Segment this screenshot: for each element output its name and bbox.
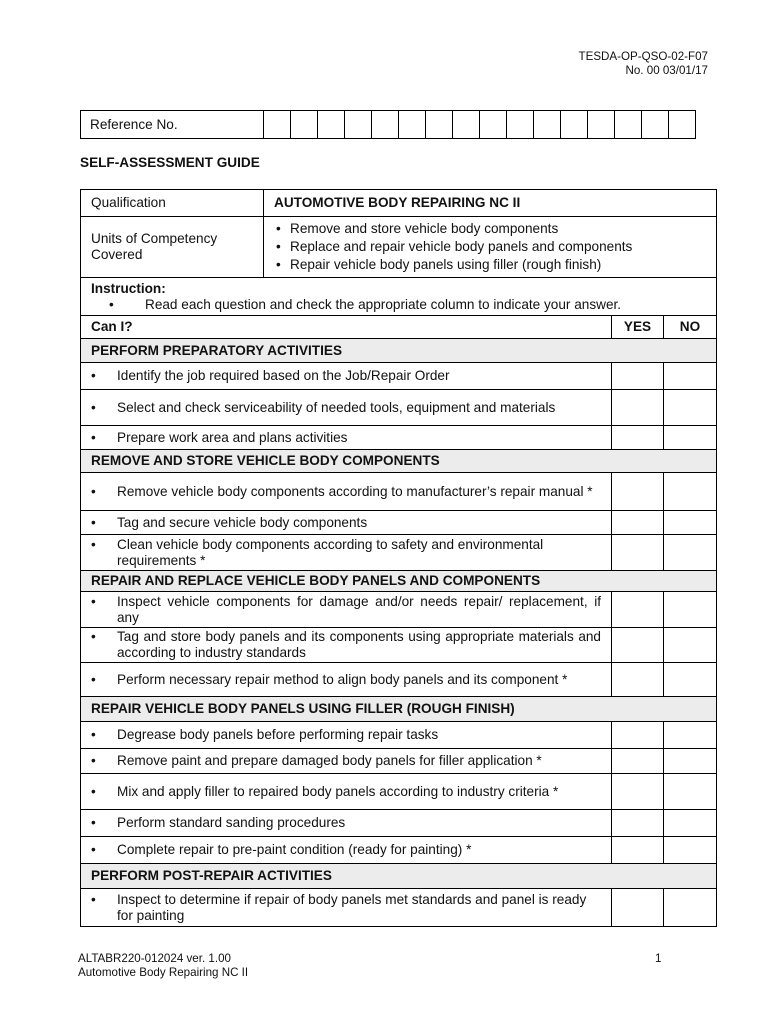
units-row: [81, 217, 717, 278]
yes-checkbox[interactable]: [612, 535, 664, 571]
reference-label: Reference No.: [81, 111, 264, 139]
qualification-value: AUTOMOTIVE BODY REPAIRING NC II: [264, 190, 717, 217]
revision-number: No. 00 03/01/17: [625, 64, 708, 77]
instruction-cell: Instruction: • Read each question and check the appropriate column to indicate your answer.: [81, 278, 717, 316]
no-checkbox[interactable]: [664, 426, 717, 450]
question-row: • Remove vehicle body components according to manufacturer’s repair manual *: [81, 473, 717, 511]
page-footer: [78, 952, 248, 980]
no-checkbox[interactable]: [664, 774, 717, 810]
yes-checkbox[interactable]: [612, 363, 664, 390]
yes-checkbox[interactable]: [612, 592, 664, 628]
no-checkbox[interactable]: [664, 722, 717, 749]
yes-checkbox[interactable]: [612, 511, 664, 535]
reference-box[interactable]: [588, 111, 615, 139]
reference-box[interactable]: [345, 111, 372, 139]
section-title: PERFORM PREPARATORY ACTIVITIES: [81, 339, 717, 363]
section-header: [81, 864, 717, 889]
form-code: TESDA-OP-QSO-02-F07: [578, 50, 708, 63]
question-text: Degrease body panels before performing repair tasks: [117, 727, 439, 742]
document-code: [579, 50, 709, 78]
reference-box[interactable]: [507, 111, 534, 139]
footer-doc-id: ALTABR220-012024 ver. 1.00: [78, 952, 231, 965]
question-text: Identify the job required based on the Job/Repair Order: [117, 368, 450, 383]
question-row: • Degrease body panels before performing repair tasks: [81, 722, 717, 749]
section-header: [81, 339, 717, 363]
yes-checkbox[interactable]: [612, 628, 664, 663]
section-title: REPAIR VEHICLE BODY PANELS USING FILLER (ROUGH FINISH): [81, 697, 717, 722]
no-checkbox[interactable]: [664, 473, 717, 511]
yes-column-header: YES: [612, 316, 664, 339]
yes-checkbox[interactable]: [612, 837, 664, 864]
no-checkbox[interactable]: [664, 535, 717, 571]
no-checkbox[interactable]: [664, 663, 717, 697]
question-row: • Tag and store body panels and its components using appropriate materials and according to industry standards: [81, 628, 717, 663]
yes-checkbox[interactable]: [612, 473, 664, 511]
guide-title: SELF-ASSESSMENT GUIDE: [80, 155, 260, 170]
section-header: [81, 571, 717, 592]
question-row: • Tag and secure vehicle body components: [81, 511, 717, 535]
question-text: Mix and apply filler to repaired body panels according to industry criteria *: [117, 783, 559, 799]
section-title: REPAIR AND REPLACE VEHICLE BODY PANELS AND COMPONENTS: [81, 571, 717, 592]
reference-box[interactable]: [318, 111, 345, 139]
no-checkbox[interactable]: [664, 363, 717, 390]
no-checkbox[interactable]: [664, 810, 717, 837]
no-column-header: NO: [664, 316, 717, 339]
no-checkbox[interactable]: [664, 749, 717, 774]
question-text: Perform standard sanding procedures: [117, 815, 346, 830]
question-row: • Select and check serviceability of needed tools, equipment and materials: [81, 390, 717, 426]
question-text: Tag and secure vehicle body components: [117, 514, 368, 530]
instruction-row: [81, 278, 717, 316]
question-row: • Perform necessary repair method to align body panels and its component *: [81, 663, 717, 697]
qualification-row: [81, 190, 717, 217]
reference-box[interactable]: [615, 111, 642, 139]
question-text: Clean vehicle body components according to safety and environmental requirements *: [117, 536, 544, 568]
reference-number-table: [80, 110, 696, 139]
yes-checkbox[interactable]: [612, 889, 664, 927]
section-title: REMOVE AND STORE VEHICLE BODY COMPONENTS: [81, 450, 717, 473]
section-title: PERFORM POST-REPAIR ACTIVITIES: [81, 864, 717, 889]
no-checkbox[interactable]: [664, 592, 717, 628]
yes-checkbox[interactable]: [612, 749, 664, 774]
question-row: • Mix and apply filler to repaired body panels according to industry criteria *: [81, 774, 717, 810]
reference-box[interactable]: [426, 111, 453, 139]
reference-box[interactable]: [669, 111, 696, 139]
question-row: • Identify the job required based on the Job/Repair Order: [81, 363, 717, 390]
column-header-row: [81, 316, 717, 339]
instruction-label: Instruction:: [91, 280, 166, 296]
question-column-header: Can I?: [81, 316, 612, 339]
section-header: [81, 450, 717, 473]
question-text: Perform necessary repair method to align body panels and its component *: [117, 671, 568, 687]
yes-checkbox[interactable]: [612, 774, 664, 810]
question-text: Complete repair to pre-paint condition (ready for painting) *: [117, 842, 472, 857]
yes-checkbox[interactable]: [612, 426, 664, 450]
units-cell: [264, 217, 717, 278]
unit-item: • Replace and repair vehicle body panels and components: [274, 238, 706, 256]
units-label: Units of Competency Covered: [81, 217, 264, 278]
yes-checkbox[interactable]: [612, 663, 664, 697]
reference-box[interactable]: [642, 111, 669, 139]
question-text: Tag and store body panels and its components using appropriate materials and according to industry standards: [117, 629, 601, 660]
reference-box[interactable]: [264, 111, 291, 139]
question-text: Remove paint and prepare damaged body panels for filler application *: [117, 753, 542, 768]
question-row: • Inspect vehicle components for damage and/or needs repair/ replacement, if any: [81, 592, 717, 628]
page-number: 1: [655, 952, 662, 965]
yes-checkbox[interactable]: [612, 810, 664, 837]
reference-box[interactable]: [399, 111, 426, 139]
no-checkbox[interactable]: [664, 889, 717, 927]
footer-doc-title: Automotive Body Repairing NC II: [78, 966, 249, 979]
question-row: • Remove paint and prepare damaged body panels for filler application *: [81, 749, 717, 774]
instruction-text: Read each question and check the appropriate column to indicate your answer.: [145, 296, 622, 312]
reference-box[interactable]: [453, 111, 480, 139]
question-text: Inspect vehicle components for damage and/or needs repair/ replacement, if any: [117, 593, 601, 625]
question-row: • Prepare work area and plans activities: [81, 426, 717, 450]
qualification-label: Qualification: [81, 190, 264, 217]
question-text: Prepare work area and plans activities: [117, 429, 348, 445]
reference-box[interactable]: [480, 111, 507, 139]
no-checkbox[interactable]: [664, 390, 717, 426]
question-row: • Inspect to determine if repair of body panels met standards and panel is ready for painting: [81, 889, 717, 927]
yes-checkbox[interactable]: [612, 390, 664, 426]
reference-box[interactable]: [561, 111, 588, 139]
assessment-table: [80, 189, 717, 927]
reference-box[interactable]: [372, 111, 399, 139]
no-checkbox[interactable]: [664, 628, 717, 663]
unit-item: • Repair vehicle body panels using filler (rough finish): [274, 256, 706, 274]
section-header: [81, 697, 717, 722]
yes-checkbox[interactable]: [612, 722, 664, 749]
reference-box[interactable]: [291, 111, 318, 139]
no-checkbox[interactable]: [664, 837, 717, 864]
question-text: Inspect to determine if repair of body panels met standards and panel is ready for painting: [117, 891, 587, 923]
question-text: Remove vehicle body components according to manufacturer’s repair manual *: [117, 483, 593, 499]
question-row: • Perform standard sanding procedures: [81, 810, 717, 837]
question-row: • Complete repair to pre-paint condition (ready for painting) *: [81, 837, 717, 864]
question-row: • Clean vehicle body components according to safety and environmental requirements *: [81, 535, 717, 571]
unit-item: • Remove and store vehicle body components: [274, 220, 706, 238]
no-checkbox[interactable]: [664, 511, 717, 535]
reference-box[interactable]: [534, 111, 561, 139]
question-text: Select and check serviceability of needed tools, equipment and materials: [117, 399, 556, 415]
